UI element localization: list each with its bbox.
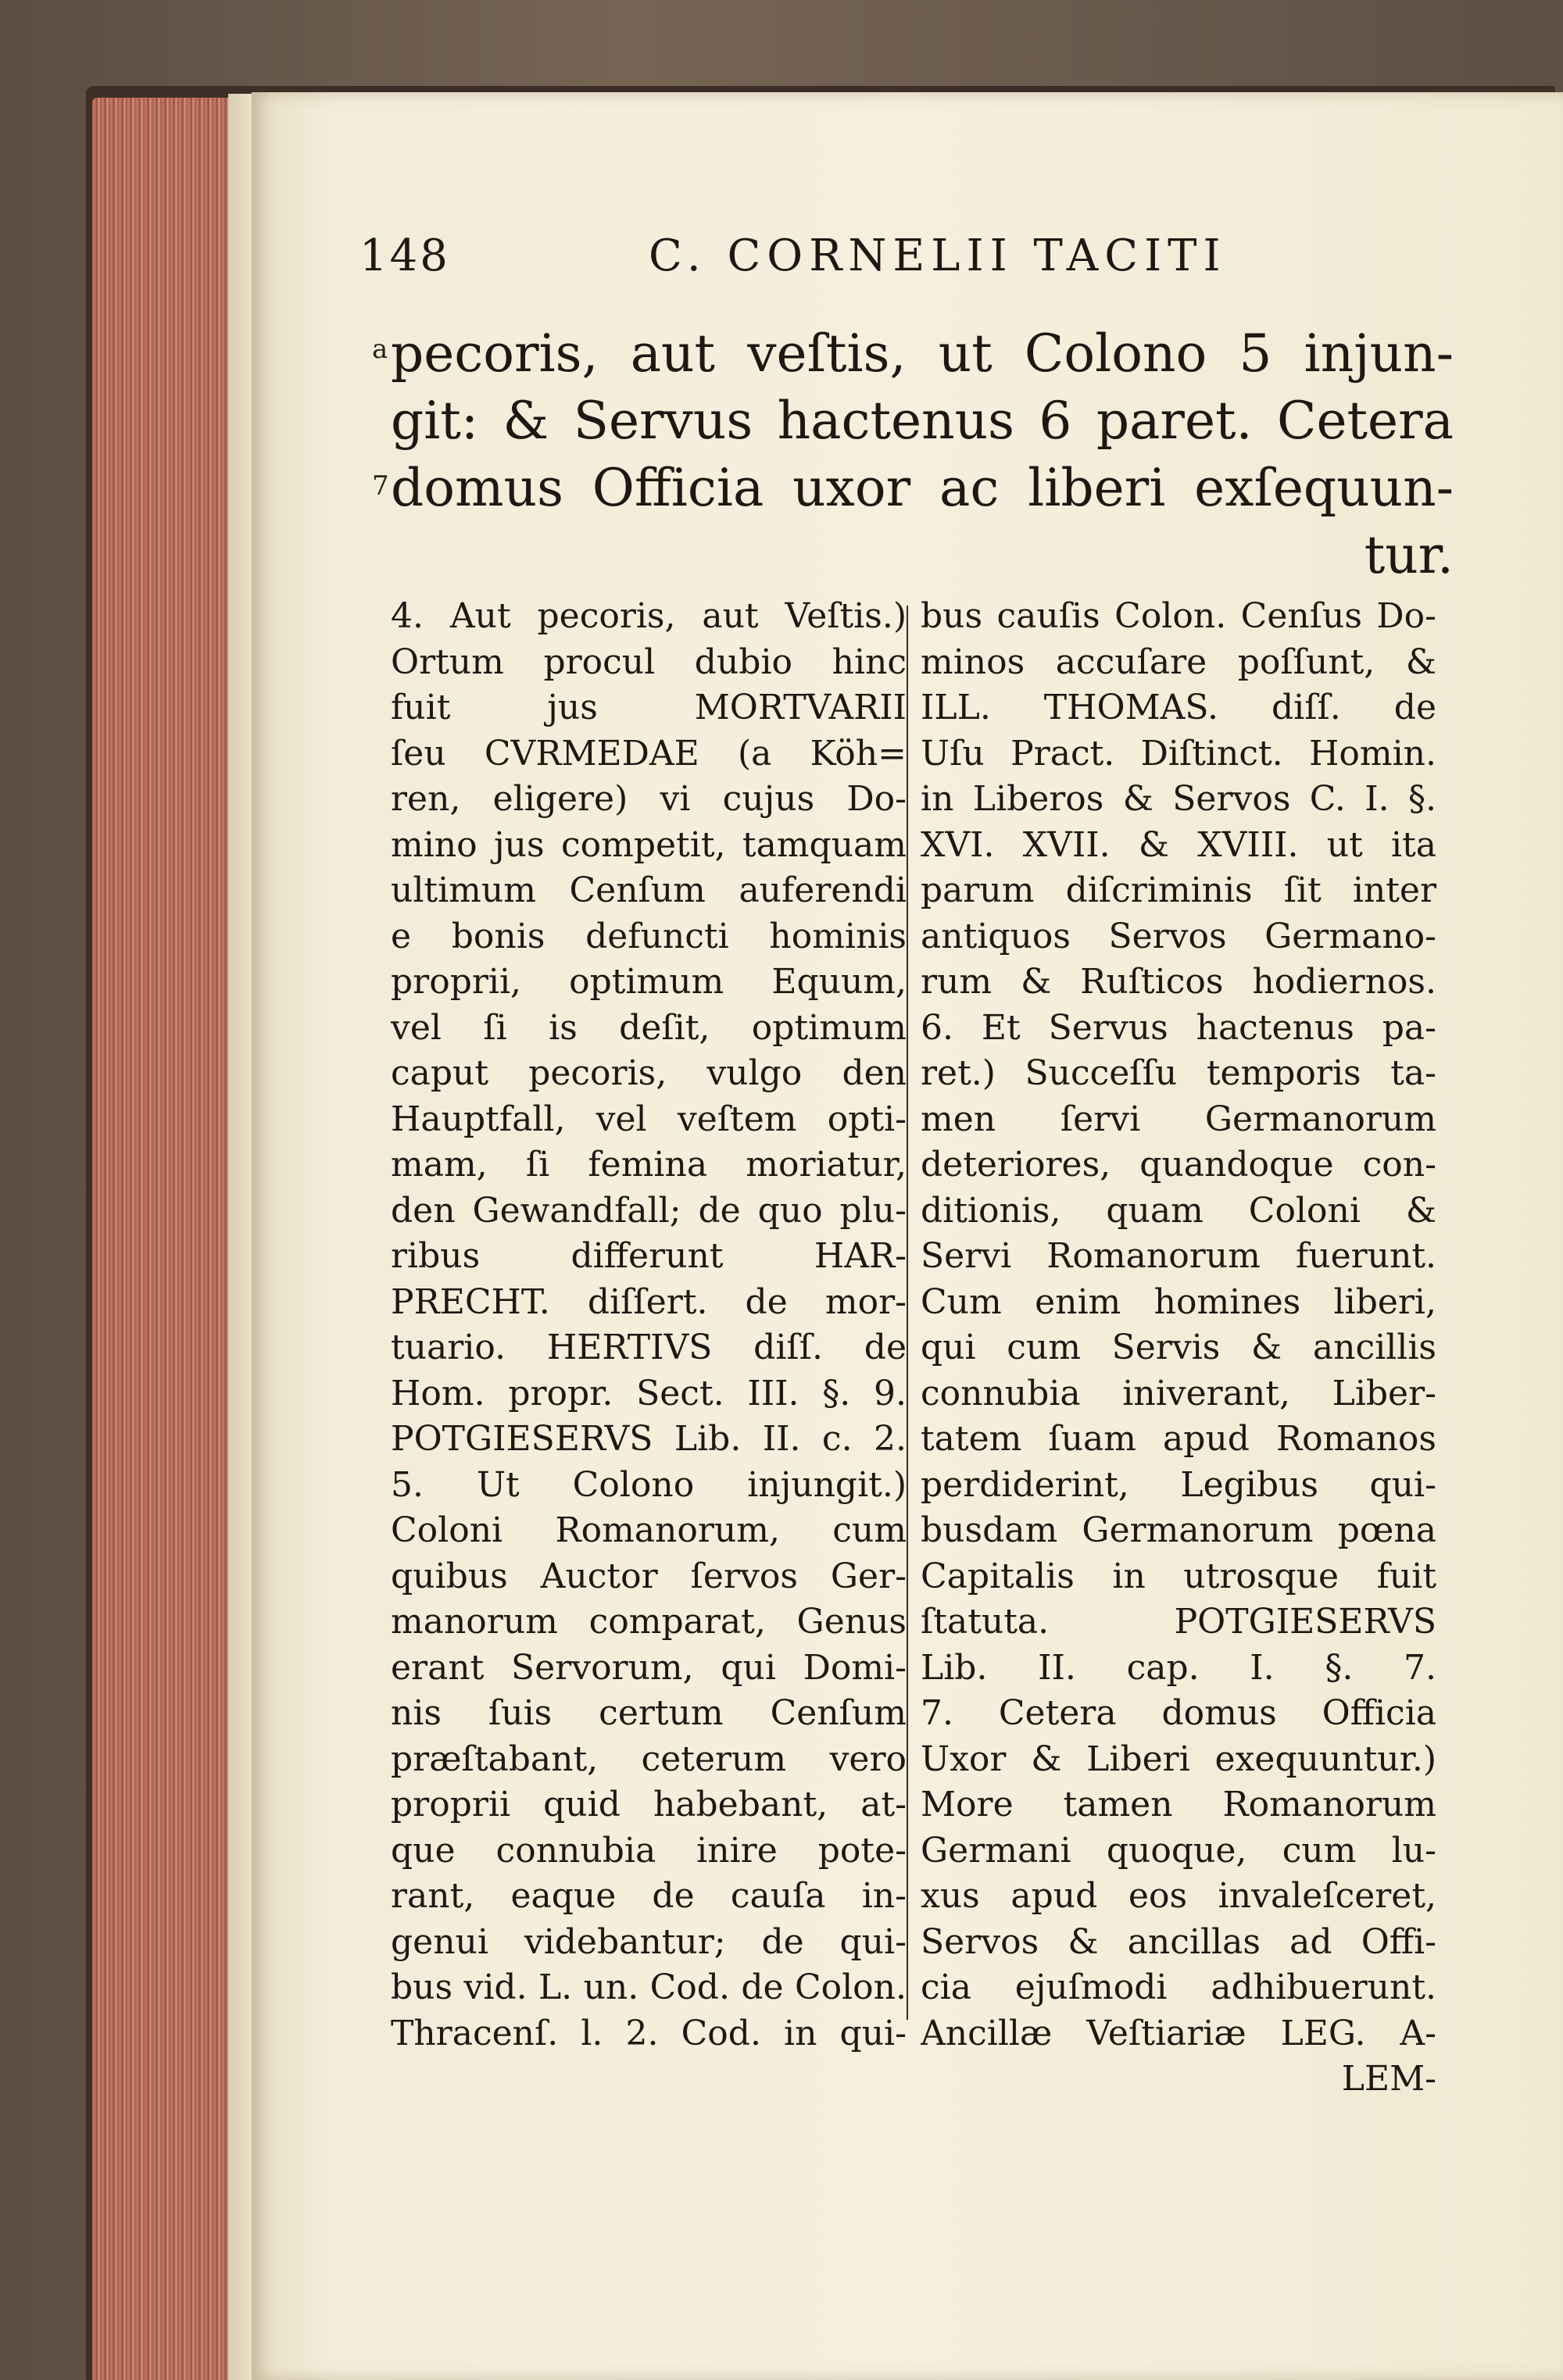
footnote-line: præſtabant, ceterum vero [391, 1739, 907, 1779]
footnote-line: genui videbantur; de qui- [391, 1921, 907, 1962]
footnote-line: Uxor & Liberi exequuntur.) [921, 1739, 1436, 1779]
marginal-note-7: 7 [372, 470, 389, 502]
footnote-line: Cum enim homines liberi, [921, 1281, 1436, 1322]
footnote-line: Lib. II. cap. I. §. 7. [921, 1647, 1436, 1688]
footnote-line: qui cum Servis & ancillis [921, 1328, 1436, 1367]
footnote-line: connubia iniverant, Liber- [921, 1373, 1436, 1413]
page-number: 148 [359, 230, 450, 281]
footnote-line: mam, ſi femina moriatur, [391, 1145, 907, 1185]
footnote-line: Ancillæ Veſtiariæ LEG. A- [921, 2013, 1436, 2053]
footnote-line: antiquos Servos Germano- [921, 916, 1436, 956]
footnote-line: XVI. XVII. & XVIII. ut ita [921, 824, 1436, 865]
footnote-line: men ſervi Germanorum [921, 1099, 1436, 1139]
footnotes-left-column [391, 594, 907, 2057]
footnote-line: tuario. HERTIVS diſſ. de [391, 1328, 907, 1367]
footnote-line: Coloni Romanorum, cum [391, 1510, 907, 1550]
footnote-line: Ortum procul dubio hinc [391, 641, 907, 682]
footnote-line: Capitalis in utrosque fuit [921, 1556, 1436, 1596]
footnote-line: minos accuſare poſſunt, & [921, 641, 1436, 682]
footnote-line: manorum comparat, Genus [391, 1602, 907, 1642]
footnote-line: ditionis, quam Coloni & [921, 1190, 1436, 1231]
footnote-line: quibus Auctor ſervos Ger- [391, 1556, 907, 1596]
footnotes-right-column [921, 594, 1436, 2103]
footnote-line: cia ejuſmodi adhibuerunt. [921, 1967, 1436, 2007]
footnote-line: parum diſcriminis ſit inter [921, 870, 1436, 910]
footnote-line: rant, eaque de cauſa in- [391, 1876, 907, 1916]
footnote-line: in Liberos & Servos C. I. §. [921, 779, 1436, 819]
footnote-line: 6. Et Servus hactenus pa- [921, 1007, 1436, 1048]
footnote-line: 5. Ut Colono injungit.) [391, 1464, 907, 1505]
footnote-line: tatem ſuam apud Romanos [921, 1419, 1436, 1459]
footnote-line: proprii, optimum Equum, [391, 962, 907, 1002]
main-text [391, 320, 1454, 589]
footnote-line: POTGIESERVS Lib. II. c. 2. [391, 1419, 907, 1459]
footnote-line: 7. Cetera domus Officia [921, 1693, 1436, 1733]
footnote-line: More tamen Romanorum [921, 1785, 1436, 1824]
footnote-line: mino jus competit, tamquam [391, 824, 907, 865]
footnote-line: bus vid. L. un. Cod. de Colon. [391, 1967, 907, 2007]
footnote-line: Germani quoque, cum lu- [921, 1830, 1436, 1871]
footnote-line: ret.) Succeſſu temporis ta- [921, 1053, 1436, 1093]
footnote-line: ribus differunt HAR- [391, 1236, 907, 1276]
footnote-line: proprii quid habebant, at- [391, 1785, 907, 1824]
footnote-line: Thracenſ. l. 2. Cod. in qui- [391, 2013, 907, 2053]
footnote-line: LEM- [1341, 2059, 1436, 2099]
footnote-line: Uſu Pract. Diſtinct. Homin. [921, 733, 1436, 774]
footnote-line: deteriores, quandoque con- [921, 1145, 1436, 1185]
footnote-line: 4. Aut pecoris, aut Veſtis.) [391, 596, 907, 636]
footnote-line: ſeu CVRMEDAE (a Köh= [391, 733, 907, 774]
footnote-line: vel ſi is deſit, optimum [391, 1007, 907, 1048]
footnote-line: bus cauſis Colon. Cenſus Do- [921, 596, 1436, 636]
footnote-line: Servos & ancillas ad Offi- [921, 1921, 1436, 1962]
footnote-line: ſtatuta. POTGIESERVS [921, 1602, 1436, 1642]
footnote-line: busdam Germanorum pœna [921, 1510, 1436, 1550]
footnote-line: nis ſuis certum Cenſum [391, 1693, 907, 1733]
footnote-line: caput pecoris, vulgo den [391, 1053, 907, 1093]
marginal-note-a: a [372, 334, 388, 365]
footnote-line: xus apud eos invaleſceret, [921, 1876, 1436, 1916]
footnote-line: rum & Ruſticos hodiernos. [921, 962, 1436, 1002]
footnote-line: Hom. propr. Sect. III. §. 9. [391, 1373, 907, 1413]
column-divider [907, 606, 908, 2020]
main-line: domus Officia uxor ac liberi exſequun- [391, 458, 1454, 518]
footnote-line: e bonis defuncti hominis [391, 916, 907, 956]
footnote-line: fuit jus MORTVARII [391, 688, 907, 727]
footnote-line: den Gewandfall; de quo plu- [391, 1190, 907, 1231]
main-line: pecoris, aut veſtis, ut Colono 5 injun- [391, 323, 1454, 384]
footnote-line: Servi Romanorum fuerunt. [921, 1236, 1436, 1276]
page-edges [92, 98, 230, 2380]
footnote-line: PRECHT. diſſert. de mor- [391, 1281, 907, 1322]
footnote-line: erant Servorum, qui Domi- [391, 1647, 907, 1688]
footnote-line: ultimum Cenſum auferendi [391, 870, 907, 910]
page-header [359, 230, 1469, 301]
footnote-line: perdiderint, Legibus qui- [921, 1464, 1436, 1505]
footnote-line: Hauptfall, vel veſtem opti- [391, 1099, 907, 1139]
running-title: C. CORNELII TACITI [649, 230, 1227, 281]
footnote-line: ILL. THOMAS. diſſ. de [921, 688, 1436, 727]
footnote-line: que connubia inire pote- [391, 1830, 907, 1871]
main-line: git: & Servus hactenus 6 paret. Cetera [391, 391, 1454, 451]
main-line: tur. [1364, 525, 1454, 585]
footnote-line: ren, eligere) vi cujus Do- [391, 779, 907, 819]
